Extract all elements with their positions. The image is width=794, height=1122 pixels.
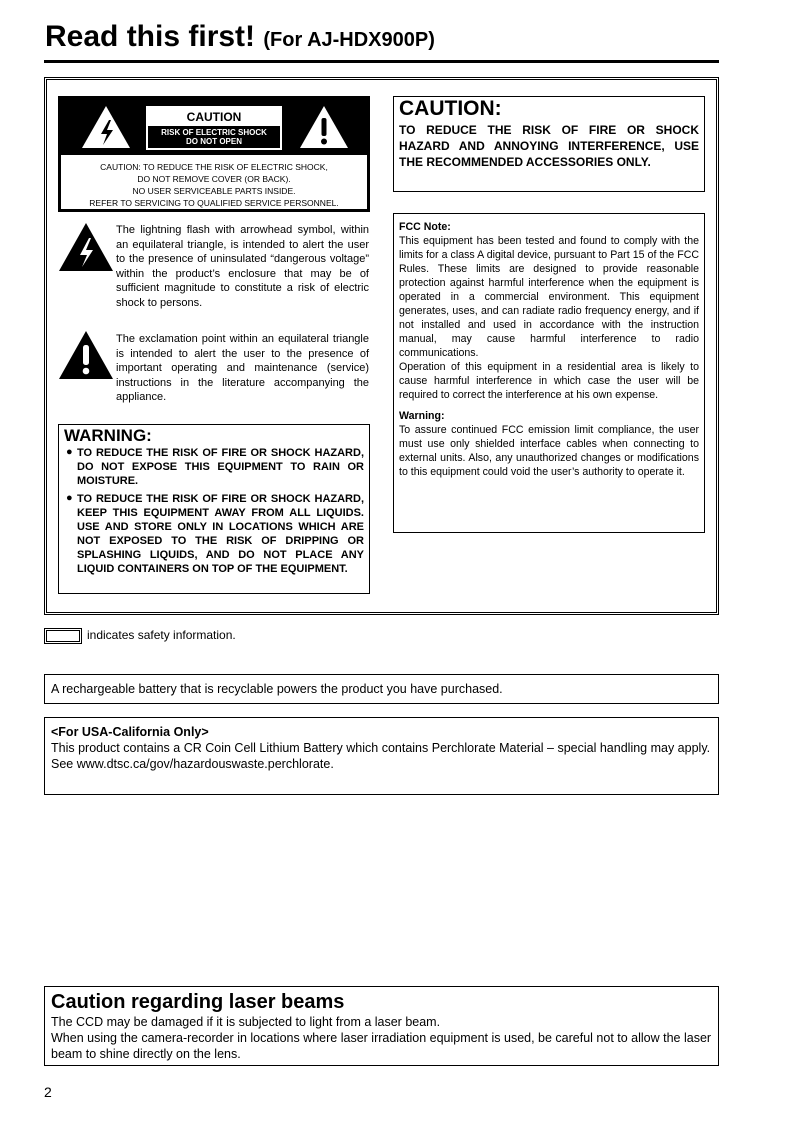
bullet-icon: ● [66,492,73,504]
warning-item: TO REDUCE THE RISK OF FIRE OR SHOCK HAZARD, KEEP THIS EQUIPMENT AWAY FROM ALL LIQUIDS. USE AND STORE ONLY IN LOCATIONS WHICH ARE NOT EXPOSED TO THE RISK OF DRIPPING OR SPLASHING LIQUIDS, AND DO NOT PLACE ANY LIQUID CONTAINERS ON TOP OF THE EQUIPMENT. [77,493,364,575]
caution-title: CAUTION: [399,97,502,120]
caution-text: TO REDUCE THE RISK OF FIRE OR SHOCK HAZARD AND ANNOYING INTERFERENCE, USE THE RECOMMENDED ACCESSORIES ONLY. [399,123,699,169]
lightning-warning-icon [80,104,132,150]
title-text: Read this first! [45,20,256,53]
fcc-paragraph: To assure continued FCC emission limit compliance, the user must use only shielded interface cables when connecting to external units. Also, any unauthorized changes or modifications to this equipment could void the user’s authority to operate it. [399,424,699,478]
laser-text: The CCD may be damaged if it is subjected to light from a laser beam. [51,1015,441,1029]
fcc-warning-heading: Warning: [399,410,445,422]
page-title [45,20,435,54]
bullet-icon: ● [66,446,73,458]
battery-note: A rechargeable battery that is recyclable powers the product you have purchased. [44,674,719,704]
california-note [44,717,719,795]
caution-plate-label: CAUTION [148,108,280,126]
california-heading: <For USA-California Only> [51,725,209,739]
laser-caution [44,986,719,1066]
warning-item: TO REDUCE THE RISK OF FIRE OR SHOCK HAZARD, DO NOT EXPOSE THIS EQUIPMENT TO RAIN OR MOISTURE. [77,447,364,487]
fcc-heading: FCC Note: [399,221,451,233]
safety-info-text: indicates safety information. [87,628,236,642]
shock-label-text: CAUTION: TO REDUCE THE RISK OF ELECTRIC SHOCK, DO NOT REMOVE COVER (OR BACK). NO USER SERVICEABLE PARTS INSIDE. REFER TO SERVICING TO QUALIFIED SERVICE PERSONNEL. [89,162,339,208]
laser-text: When using the camera-recorder in locations where laser irradiation equipment is used, be careful not to allow the laser beam to shine directly on the lens. [51,1031,712,1061]
laser-title: Caution regarding laser beams [51,991,345,1013]
title-rule [44,60,719,63]
lightning-note: The lightning flash with arrowhead symbol, within an equilateral triangle, is intended to alert the user to the presence of uninsulated “dangerous voltage” within the product’s enclosure that may be of sufficient magnitude to constitute a risk of electric shock to persons. [116,224,369,309]
warning-title: WARNING: [64,426,152,445]
caution-plate-risk: RISK OF ELECTRIC SHOCK DO NOT OPEN [161,128,267,146]
exclamation-note: The exclamation point within an equilateral triangle is intended to alert the user to the presence of important operating and maintenance (service) instructions in the literature accompanying the appliance. [116,333,369,404]
california-text: This product contains a CR Coin Cell Lithium Battery which contains Perchlorate Material – special handling may apply. [51,741,711,755]
california-link: See www.dtsc.ca/gov/hazardouswaste.perchlorate. [51,757,334,771]
safety-info-icon [44,628,82,644]
title-model: (For AJ-HDX900P) [263,29,435,51]
fcc-paragraph: Operation of this equipment in a residential area is likely to cause harmful interference in which case the user will be required to correct the interference at his own expense. [399,361,699,401]
exclamation-triangle-icon [58,330,114,380]
exclamation-warning-icon [298,104,350,150]
fcc-paragraph: This equipment has been tested and found to comply with the limits for a class A digital device, pursuant to Part 15 of the FCC Rules. These limits are designed to provide reasonable protection against harmful interference when the equipment is operated in a commercial environment. This equipment generates, uses, and can radiate radio frequency energy, and if not installed and used in accordance with the instruction manual, may cause harmful interference to radio communications. [399,235,699,359]
page-number: 2 [44,1084,52,1100]
lightning-triangle-icon [58,222,114,272]
fcc-content [399,220,699,479]
